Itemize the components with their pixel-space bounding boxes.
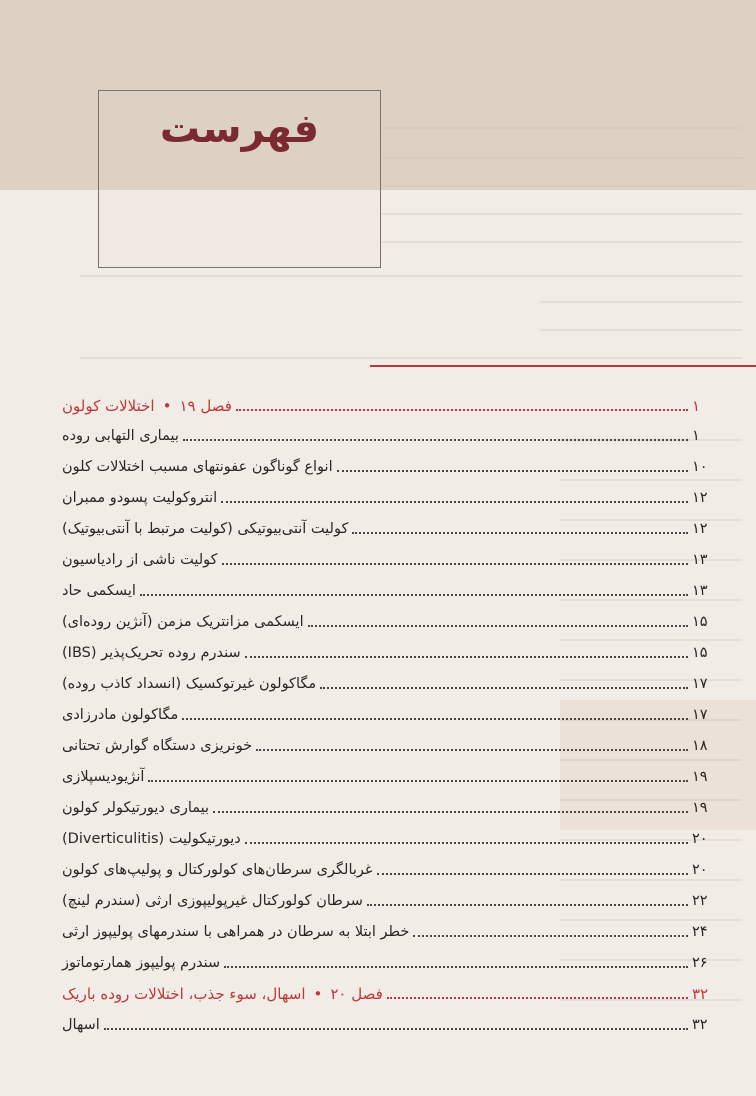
page-number: ۱۷: [692, 707, 708, 723]
page-number: ۱۹: [692, 769, 708, 785]
page-number: ۳۲: [692, 1017, 708, 1033]
dot-leader: [245, 842, 688, 844]
entry-title: سندرم پولیپوز همارتوماتوز: [62, 955, 221, 971]
page-number: ۱۳: [692, 583, 708, 599]
page-title: فهرست: [159, 106, 320, 152]
page-number: ۱۰: [692, 459, 708, 475]
dot-leader: [140, 594, 688, 596]
dot-leader: [308, 625, 688, 627]
entry-title: ایسکمی حاد: [62, 583, 136, 599]
toc-entry[interactable]: [60, 513, 720, 539]
toc-entry[interactable]: [60, 544, 720, 570]
toc-entry[interactable]: [60, 854, 720, 880]
entry-title: مگاکولون غیرتوکسیک (انسداد کاذب روده): [62, 676, 317, 692]
dot-leader: [222, 563, 688, 565]
page-number: ۳۲: [692, 985, 709, 1003]
bullet-icon: •: [162, 397, 172, 415]
toc-entry[interactable]: [60, 575, 720, 601]
entry-title: کولیت ناشی از رادیاسیون: [62, 552, 218, 568]
page-number: ۲۰: [692, 862, 708, 878]
page-number: ۱۵: [692, 645, 708, 661]
toc-entry[interactable]: [60, 730, 720, 756]
chapter-number: فصل ۱۹: [179, 397, 232, 415]
entry-title: غربالگری سرطان‌های کولورکتال و پولیپ‌های کولون: [62, 862, 373, 878]
dot-leader: [245, 656, 688, 658]
toc-chapter-20[interactable]: [60, 978, 720, 1004]
entry-title: بیماری التهابی روده: [62, 428, 179, 444]
page-number: ۱۸: [692, 738, 708, 754]
dot-leader: [320, 687, 688, 689]
toc-entry[interactable]: [60, 482, 720, 508]
entry-title: ایسکمی مزانتریک مزمن (آنژین روده‌ای): [62, 614, 304, 630]
page-number: ۱۹: [692, 800, 708, 816]
dot-leader: [224, 966, 688, 968]
entry-title: بیماری دیورتیکولر کولون: [62, 800, 210, 816]
entry-title: انتروکولیت پسودو ممبران: [62, 490, 218, 506]
chapter-title: اسهال، سوء جذب، اختلالات روده باریک: [62, 985, 306, 1003]
entry-title: خونریزی دستگاه گوارش تحتانی: [62, 738, 253, 754]
toc-entry[interactable]: [60, 606, 720, 632]
toc-entry[interactable]: [60, 947, 720, 973]
bullet-icon: •: [313, 985, 323, 1003]
dot-leader: [367, 904, 688, 906]
dot-leader: [148, 780, 688, 782]
page-number: ۲۴: [692, 924, 708, 940]
entry-title: کولیت آنتی‌بیوتیکی (کولیت مرتبط با آنتی‌بیوتیک): [62, 521, 349, 537]
chapter-number: فصل ۲۰: [330, 985, 383, 1003]
dot-leader: [256, 749, 688, 751]
page-number: ۱۷: [692, 676, 708, 692]
dot-leader: [352, 532, 688, 534]
entry-title: آنژیودیسپلازی: [62, 769, 145, 785]
dot-leader: [236, 409, 688, 411]
dot-leader: [182, 718, 688, 720]
toc-entry[interactable]: [60, 916, 720, 942]
toc-entry[interactable]: [60, 761, 720, 787]
page-number: ۱۲: [692, 490, 708, 506]
toc-chapter-19[interactable]: [60, 390, 720, 416]
dot-leader: [183, 439, 688, 441]
entry-title: سندرم روده تحریک‌پذیر (IBS): [62, 645, 241, 661]
toc-entry[interactable]: [60, 699, 720, 725]
entry-title: اسهال: [62, 1017, 100, 1033]
page-number: ۱: [692, 428, 700, 444]
toc-entry[interactable]: [60, 885, 720, 911]
toc-entry[interactable]: [60, 637, 720, 663]
chapter-title: اختلالات کولون: [62, 397, 155, 415]
entry-title: سرطان کولورکتال غیرپولیپوزی ارثی (سندرم لینچ): [62, 893, 363, 909]
page-number: ۲۶: [692, 955, 708, 971]
toc-entry[interactable]: [60, 1009, 720, 1035]
dot-leader: [413, 935, 688, 937]
toc-entry[interactable]: [60, 668, 720, 694]
dot-leader: [213, 811, 688, 813]
page-number: ۲۲: [692, 893, 708, 909]
entry-title: خطر ابتلا به سرطان در همراهی با سندرمهای پولیپوز ارثی: [62, 924, 410, 940]
toc-entry[interactable]: [60, 792, 720, 818]
dot-leader: [377, 873, 689, 875]
page-number: ۱۳: [692, 552, 708, 568]
page-number: ۲۰: [692, 831, 708, 847]
page-number: ۱: [692, 397, 701, 415]
dot-leader: [104, 1028, 688, 1030]
entry-title: مگاکولون مادرزادی: [62, 707, 179, 723]
entry-title: انواع گوناگون عفونتهای مسبب اختلالات کلون: [62, 459, 333, 475]
page-number: ۱۵: [692, 614, 708, 630]
dot-leader: [337, 470, 688, 472]
toc-entry[interactable]: [60, 451, 720, 477]
toc-entry[interactable]: [60, 823, 720, 849]
toc-entry[interactable]: [60, 420, 720, 446]
dot-leader: [221, 501, 688, 503]
dot-leader: [387, 997, 688, 999]
page-number: ۱۲: [692, 521, 708, 537]
entry-title: دیورتیکولیت (Diverticulitis): [62, 831, 241, 847]
